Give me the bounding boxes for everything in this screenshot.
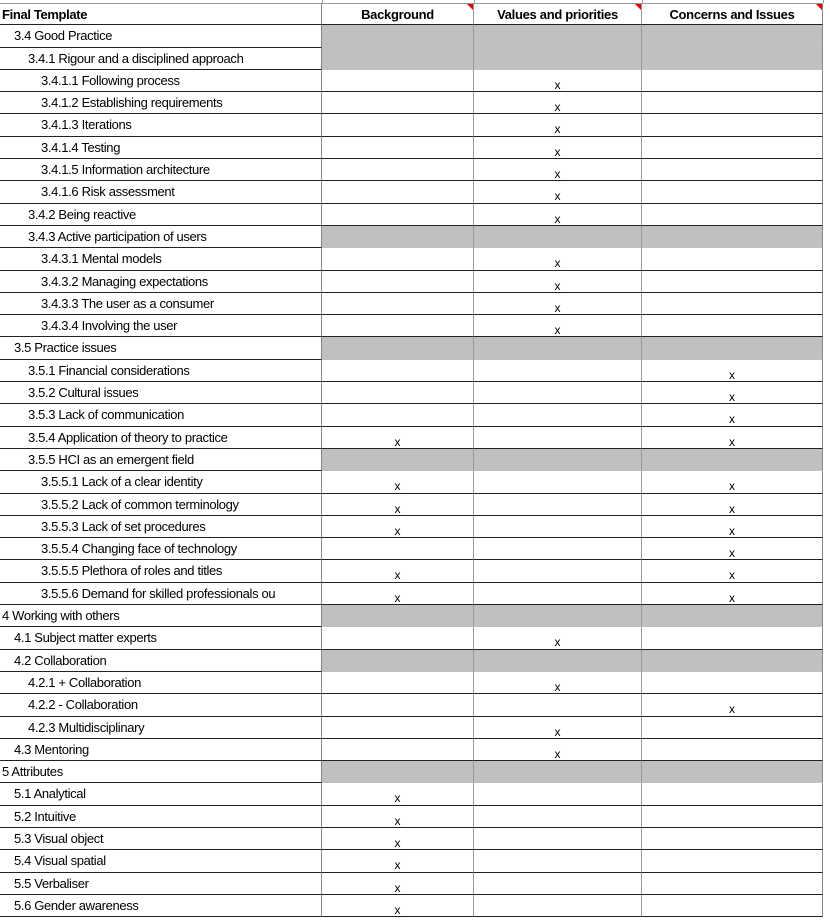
cell-background[interactable] [322,516,474,538]
header-row [0,3,823,25]
cell-background[interactable] [322,806,474,828]
table-row [0,315,823,337]
cell-values[interactable] [474,895,642,917]
cell-values[interactable] [474,471,642,493]
check-mark: x [554,256,561,271]
row-label-cell[interactable]: 4.2.3 Multidisciplinary [0,717,322,739]
check-mark: x [729,702,735,717]
cell-values[interactable] [474,181,642,203]
row-label-cell[interactable]: 3.5.5.4 Changing face of technology [0,538,322,560]
table-row [0,717,823,739]
cell-values[interactable] [474,137,642,159]
cell-values[interactable] [474,717,642,739]
row-label-cell[interactable]: 4 Working with others [0,605,322,627]
table-row [0,895,823,917]
cell-concerns[interactable] [642,293,823,315]
cell-background[interactable] [322,694,474,716]
cell-values[interactable] [474,694,642,716]
cell-background[interactable] [322,382,474,404]
check-mark: x [729,568,735,583]
cell-background[interactable] [322,226,474,248]
row-label-cell[interactable]: 3.4.3.1 Mental models [0,248,322,270]
cell-concerns[interactable] [642,694,823,716]
table-row [0,248,823,270]
table-row [0,828,823,850]
cell-concerns[interactable] [642,850,823,872]
cell-concerns[interactable] [642,806,823,828]
cell-values[interactable] [474,404,642,426]
check-mark: x [554,77,561,92]
cell-concerns[interactable] [642,137,823,159]
cell-concerns[interactable] [642,92,823,114]
row-label-cell[interactable]: 3.5.5.1 Lack of a clear identity [0,471,322,493]
header-concerns-and-issues[interactable] [642,3,823,25]
table-row [0,382,823,404]
row-label-cell[interactable]: 3.5.2 Cultural issues [0,382,322,404]
cell-concerns[interactable] [642,404,823,426]
check-mark: x [729,479,735,494]
header-background[interactable] [322,3,474,25]
check-mark: x [394,880,401,895]
table-row [0,873,823,895]
cell-background[interactable] [322,271,474,293]
cell-concerns[interactable] [642,516,823,538]
cell-background[interactable] [322,404,474,426]
cell-background[interactable] [322,650,474,672]
check-mark: x [394,835,401,850]
check-mark: x [394,523,401,538]
check-mark: x [729,590,735,605]
row-label-cell[interactable]: 5.1 Analytical [0,783,322,805]
cell-values[interactable] [474,360,642,382]
spreadsheet-grid [0,3,823,917]
cell-concerns[interactable] [642,873,823,895]
row-label-cell[interactable]: 3.4.1.1 Following process [0,70,322,92]
table-row [0,25,823,47]
cell-values[interactable] [474,605,642,627]
table-row [0,850,823,872]
table-row [0,806,823,828]
check-mark: x [394,501,401,516]
table-row [0,226,823,248]
cell-background[interactable] [322,48,474,70]
table-row [0,271,823,293]
cell-concerns[interactable] [642,427,823,449]
check-mark: x [554,300,561,315]
table-row [0,516,823,538]
row-label-cell[interactable]: 3.4.1 Rigour and a disciplined approach [0,48,322,70]
cell-background[interactable] [322,828,474,850]
table-row [0,159,823,181]
cell-values[interactable] [474,783,642,805]
row-label-cell[interactable]: 3.4 Good Practice [0,25,322,47]
check-mark: x [394,590,401,605]
cell-values[interactable] [474,427,642,449]
check-mark: x [554,167,561,182]
cell-background[interactable] [322,739,474,761]
row-label-cell[interactable]: 5.6 Gender awareness [0,895,322,917]
cell-background[interactable] [322,25,474,47]
comment-indicator-icon[interactable] [635,4,641,10]
cell-values[interactable] [474,48,642,70]
row-label-cell[interactable]: 3.5 Practice issues [0,337,322,359]
cell-background[interactable] [322,471,474,493]
header-label: Background [361,7,434,22]
cell-concerns[interactable] [642,471,823,493]
check-mark: x [729,412,735,427]
table-row [0,783,823,805]
table-row [0,560,823,582]
check-mark: x [729,367,735,382]
cell-concerns[interactable] [642,25,823,47]
cell-background[interactable] [322,315,474,337]
row-label-cell[interactable]: 5 Attributes [0,761,322,783]
cell-background[interactable] [322,337,474,359]
table-row [0,471,823,493]
table-row [0,137,823,159]
table-row [0,293,823,315]
cell-values[interactable] [474,560,642,582]
cell-concerns[interactable] [642,248,823,270]
row-label-cell[interactable]: 3.4.1.4 Testing [0,137,322,159]
cell-values[interactable] [474,382,642,404]
cell-background[interactable] [322,427,474,449]
cell-concerns[interactable] [642,226,823,248]
cell-values[interactable] [474,315,642,337]
cell-values[interactable] [474,672,642,694]
cell-concerns[interactable] [642,739,823,761]
cell-concerns[interactable] [642,204,823,226]
cell-background[interactable] [322,783,474,805]
check-mark: x [729,546,735,561]
table-row [0,672,823,694]
cell-values[interactable] [474,806,642,828]
cell-background[interactable] [322,627,474,649]
cell-values[interactable] [474,516,642,538]
row-label-cell[interactable]: 3.4.1.2 Establishing requirements [0,92,322,114]
cell-values[interactable] [474,761,642,783]
cell-concerns[interactable] [642,494,823,516]
row-label-cell[interactable]: 3.4.3 Active participation of users [0,226,322,248]
row-label-cell[interactable]: 4.2.2 - Collaboration [0,694,322,716]
table-row [0,627,823,649]
row-label-cell[interactable]: 5.4 Visual spatial [0,850,322,872]
cell-background[interactable] [322,583,474,605]
check-mark: x [394,479,401,494]
cell-concerns[interactable] [642,449,823,471]
comment-indicator-icon[interactable] [816,4,822,10]
cell-concerns[interactable] [642,181,823,203]
cell-values[interactable] [474,538,642,560]
cell-values[interactable] [474,494,642,516]
table-row [0,337,823,359]
cell-background[interactable] [322,895,474,917]
row-label-cell[interactable]: 3.4.3.2 Managing expectations [0,271,322,293]
check-mark: x [554,278,561,293]
cell-concerns[interactable] [642,538,823,560]
table-row [0,694,823,716]
check-mark: x [554,724,561,739]
table-row [0,404,823,426]
cell-background[interactable] [322,293,474,315]
cell-values[interactable] [474,248,642,270]
table-row [0,427,823,449]
cell-concerns[interactable] [642,627,823,649]
table-row [0,204,823,226]
header-values-and-priorities[interactable] [474,3,642,25]
table-row [0,605,823,627]
table-row [0,181,823,203]
row-label-cell[interactable]: 4.1 Subject matter experts [0,627,322,649]
table-row [0,70,823,92]
check-mark: x [554,679,561,694]
cell-values[interactable] [474,739,642,761]
cell-concerns[interactable] [642,337,823,359]
check-mark: x [729,434,735,449]
cell-background[interactable] [322,360,474,382]
cell-values[interactable] [474,25,642,47]
cell-background[interactable] [322,873,474,895]
cell-background[interactable] [322,672,474,694]
cell-concerns[interactable] [642,114,823,136]
cell-values[interactable] [474,204,642,226]
cell-background[interactable] [322,494,474,516]
cell-values[interactable] [474,70,642,92]
row-label-cell[interactable]: 3.5.5.6 Demand for skilled professionals ou [0,583,322,605]
cell-background[interactable] [322,850,474,872]
table-row [0,583,823,605]
table-row [0,92,823,114]
row-label-cell[interactable]: 4.3 Mentoring [0,739,322,761]
cell-concerns[interactable] [642,650,823,672]
row-label-cell[interactable]: 3.5.4 Application of theory to practice [0,427,322,449]
check-mark: x [394,791,401,806]
cell-values[interactable] [474,114,642,136]
cell-background[interactable] [322,560,474,582]
cell-background[interactable] [322,248,474,270]
table-row [0,761,823,783]
row-label-cell[interactable]: 5.2 Intuitive [0,806,322,828]
header-label: Values and priorities [497,7,618,22]
row-label-cell[interactable]: 5.5 Verbaliser [0,873,322,895]
cell-background[interactable] [322,538,474,560]
table-row [0,114,823,136]
cell-concerns[interactable] [642,48,823,70]
cell-concerns[interactable] [642,159,823,181]
cell-concerns[interactable] [642,360,823,382]
cell-background[interactable] [322,449,474,471]
table-row [0,449,823,471]
row-label-cell[interactable]: 3.5.5.3 Lack of set procedures [0,516,322,538]
cell-background[interactable] [322,204,474,226]
cell-concerns[interactable] [642,560,823,582]
check-mark: x [394,568,401,583]
row-label-cell[interactable]: 3.4.3.4 Involving the user [0,315,322,337]
cell-concerns[interactable] [642,382,823,404]
table-row [0,48,823,70]
cell-values[interactable] [474,828,642,850]
check-mark: x [554,746,561,761]
check-mark: x [554,144,561,159]
check-mark: x [729,523,735,538]
cell-values[interactable] [474,92,642,114]
row-label-cell[interactable]: 4.2.1 + Collaboration [0,672,322,694]
cell-concerns[interactable] [642,672,823,694]
cell-concerns[interactable] [642,783,823,805]
cell-background[interactable] [322,70,474,92]
cell-background[interactable] [322,717,474,739]
cell-background[interactable] [322,181,474,203]
row-label-cell[interactable]: 3.4.1.3 Iterations [0,114,322,136]
check-mark: x [394,902,401,917]
cell-values[interactable] [474,873,642,895]
check-mark: x [394,434,401,449]
table-row [0,360,823,382]
row-label-cell[interactable]: 5.3 Visual object [0,828,322,850]
cell-values[interactable] [474,293,642,315]
cell-background[interactable] [322,114,474,136]
row-label-cell[interactable]: 3.5.5.2 Lack of common terminology [0,494,322,516]
cell-background[interactable] [322,137,474,159]
cell-concerns[interactable] [642,605,823,627]
check-mark: x [554,122,561,137]
row-label-cell[interactable]: 3.5.5.5 Plethora of roles and titles [0,560,322,582]
check-mark: x [554,635,561,650]
row-label-cell[interactable]: 4.2 Collaboration [0,650,322,672]
check-mark: x [729,501,735,516]
cell-values[interactable] [474,337,642,359]
check-mark: x [394,858,401,873]
row-label-cell[interactable]: 3.5.3 Lack of communication [0,404,322,426]
check-mark: x [554,323,561,338]
table-row [0,538,823,560]
cell-concerns[interactable] [642,828,823,850]
check-mark: x [394,813,401,828]
cell-background[interactable] [322,159,474,181]
header-label: Concerns and Issues [669,7,795,22]
table-row [0,650,823,672]
cell-values[interactable] [474,271,642,293]
check-mark: x [554,211,561,226]
row-label-cell[interactable]: 3.4.2 Being reactive [0,204,322,226]
cell-values[interactable] [474,583,642,605]
table-row [0,494,823,516]
cell-background[interactable] [322,92,474,114]
header-final-template[interactable]: Final Template [0,3,322,25]
cell-concerns[interactable] [642,717,823,739]
cell-concerns[interactable] [642,583,823,605]
row-label-cell[interactable]: 3.4.1.6 Risk assessment [0,181,322,203]
cell-concerns[interactable] [642,70,823,92]
cell-values[interactable] [474,226,642,248]
cell-concerns[interactable] [642,895,823,917]
row-label-cell[interactable]: 3.4.1.5 Information architecture [0,159,322,181]
check-mark: x [729,390,735,405]
row-label-cell[interactable]: 3.4.3.3 The user as a consumer [0,293,322,315]
cell-concerns[interactable] [642,761,823,783]
table-row [0,739,823,761]
row-label-cell[interactable]: 3.5.5 HCI as an emergent field [0,449,322,471]
row-label-cell[interactable]: 3.5.1 Financial considerations [0,360,322,382]
check-mark: x [554,189,561,204]
cell-background[interactable] [322,761,474,783]
cell-concerns[interactable] [642,271,823,293]
cell-values[interactable] [474,159,642,181]
cell-background[interactable] [322,605,474,627]
cell-concerns[interactable] [642,315,823,337]
cell-values[interactable] [474,850,642,872]
comment-indicator-icon[interactable] [467,4,473,10]
cell-values[interactable] [474,650,642,672]
check-mark: x [554,100,561,115]
cell-values[interactable] [474,627,642,649]
cell-values[interactable] [474,449,642,471]
